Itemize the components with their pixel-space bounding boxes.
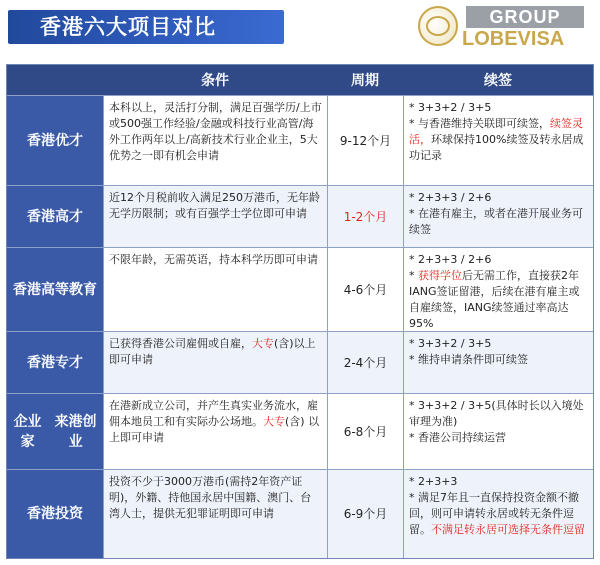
row-label-line: 香港高才 bbox=[27, 209, 83, 225]
renewal-text: * 与香港维持关联即可续签， bbox=[409, 117, 550, 130]
logo-group-text: GROUP bbox=[466, 6, 584, 28]
period-cell: 6-8个月 bbox=[327, 394, 403, 470]
header-cell-name bbox=[7, 65, 103, 95]
brand-logo bbox=[416, 4, 586, 54]
renewal-line bbox=[409, 252, 588, 268]
renewal-cell bbox=[403, 470, 593, 558]
renewal-text: * 维持申请条件即可续签 bbox=[409, 353, 528, 366]
renewal-text: * 3+3+2 / 3+5 bbox=[409, 337, 492, 350]
row-label-line: 香港优才 bbox=[27, 133, 83, 149]
table-row bbox=[7, 331, 593, 394]
renewal-cell bbox=[403, 332, 593, 394]
renewal-cell bbox=[403, 394, 593, 470]
row-label-line: 香港投资 bbox=[27, 506, 83, 522]
row-label bbox=[7, 96, 103, 186]
period-cell: 6-9个月 bbox=[327, 470, 403, 558]
renewal-text: 环球保持100%续签及转永居成功记录 bbox=[409, 133, 584, 162]
condition-text: 投资不少于3000万港币(需持2年资产证明)，外籍、持他国永居中国籍、澳门、台湾人士，提供无犯罪证明即可申请 bbox=[109, 475, 312, 520]
condition-cell bbox=[103, 332, 327, 394]
renewal-text: * 3+3+2 / 3+5 bbox=[409, 101, 492, 114]
globe-icon bbox=[418, 6, 458, 46]
renewal-line bbox=[409, 116, 588, 164]
condition-text: (含) 以上即可申请 bbox=[109, 415, 320, 444]
renewal-line bbox=[409, 206, 588, 238]
period-cell: 2-4个月 bbox=[327, 332, 403, 394]
condition-text: 在港新成立公司，并产生真实业务流水，雇佣本地员工和有实际办公场地。 bbox=[109, 399, 318, 428]
condition-cell bbox=[103, 186, 327, 248]
renewal-text: 后无需工作，直接获2年IANG签证留港，后续在港有雇主或自雇续签，IANG续签通过率高达95% bbox=[409, 269, 580, 330]
renewal-text: * 2+3+3 bbox=[409, 475, 458, 488]
condition-text: 大专 bbox=[263, 415, 285, 428]
renewal-line bbox=[409, 190, 588, 206]
table-row bbox=[7, 469, 593, 558]
row-label-line: 来港创业 bbox=[54, 414, 97, 450]
row-label bbox=[7, 186, 103, 248]
row-label bbox=[7, 248, 103, 332]
comparison-table bbox=[6, 64, 594, 559]
condition-text: (含)以上即可申请 bbox=[109, 337, 316, 366]
renewal-line bbox=[409, 352, 588, 368]
table-row bbox=[7, 393, 593, 470]
renewal-text: 不满足转永居可选择无条件逗留 bbox=[431, 523, 585, 536]
renewal-text: 续签灵活， bbox=[409, 117, 583, 146]
renewal-text: * 满足7年且一直保持投资金额不撤回，则可申请转永居或转无条件逗留。 bbox=[409, 491, 579, 536]
row-label-line: 香港专才 bbox=[27, 355, 83, 371]
condition-text: 不限年龄，无需英语，持本科学历即可申请 bbox=[109, 253, 318, 266]
header-cell-condition: 条件 bbox=[201, 73, 229, 89]
row-label bbox=[7, 470, 103, 558]
renewal-text: * 在港有雇主，或者在港开展业务可续签 bbox=[409, 207, 583, 236]
row-label-line: 香港高等教育 bbox=[13, 282, 97, 298]
renewal-text: * 香港公司持续运营 bbox=[409, 431, 506, 444]
condition-text: 已获得香港公司雇佣或自雇， bbox=[109, 337, 252, 350]
renewal-text: * 2+3+3 / 2+6 bbox=[409, 253, 492, 266]
renewal-text: * 3+3+2 / 3+5(具体时长以入境处审理为准) bbox=[409, 399, 584, 428]
renewal-text: 获得学位 bbox=[418, 269, 462, 282]
renewal-text: * bbox=[409, 269, 418, 282]
period-cell: 1-2个月 bbox=[327, 186, 403, 248]
condition-cell bbox=[103, 96, 327, 186]
period-cell: 9-12个月 bbox=[327, 96, 403, 186]
renewal-text: * 2+3+3 / 2+6 bbox=[409, 191, 492, 204]
condition-text: 大专 bbox=[252, 337, 274, 350]
condition-text: 本科以上，灵活打分制，满足百强学历/上市或500强工作经验/金融或科技行业高管/海外工作两年以上/高新技术行业企业主，5大优势之一即有机会申请 bbox=[109, 101, 322, 162]
logo-name-text: LOBEVISA bbox=[462, 28, 565, 50]
renewal-cell bbox=[403, 96, 593, 186]
renewal-cell bbox=[403, 186, 593, 248]
renewal-line bbox=[409, 268, 588, 332]
table-row bbox=[7, 185, 593, 248]
row-label bbox=[7, 332, 103, 394]
condition-cell bbox=[103, 248, 327, 332]
renewal-line bbox=[409, 490, 588, 538]
condition-text: 近12个月税前收入满足250万港币，无年龄无学历限制；或有百强学士学位即可申请 bbox=[109, 191, 320, 220]
condition-cell bbox=[103, 470, 327, 558]
header-cell-period: 周期 bbox=[351, 73, 379, 89]
row-label bbox=[7, 394, 103, 470]
renewal-line bbox=[409, 430, 588, 446]
page-title: 香港六大项目对比 bbox=[40, 15, 216, 39]
period-cell: 4-6个月 bbox=[327, 248, 403, 332]
renewal-cell bbox=[403, 248, 593, 332]
header bbox=[0, 0, 600, 58]
renewal-line bbox=[409, 474, 588, 490]
renewal-line bbox=[409, 100, 588, 116]
title-band bbox=[8, 10, 284, 44]
table-row bbox=[7, 247, 593, 332]
row-label-line: 企业家 bbox=[13, 414, 42, 450]
condition-cell bbox=[103, 394, 327, 470]
renewal-line bbox=[409, 336, 588, 352]
table-row bbox=[7, 95, 593, 186]
renewal-line bbox=[409, 398, 588, 430]
header-cell-renewal: 续签 bbox=[484, 73, 512, 89]
table-header bbox=[7, 65, 593, 95]
